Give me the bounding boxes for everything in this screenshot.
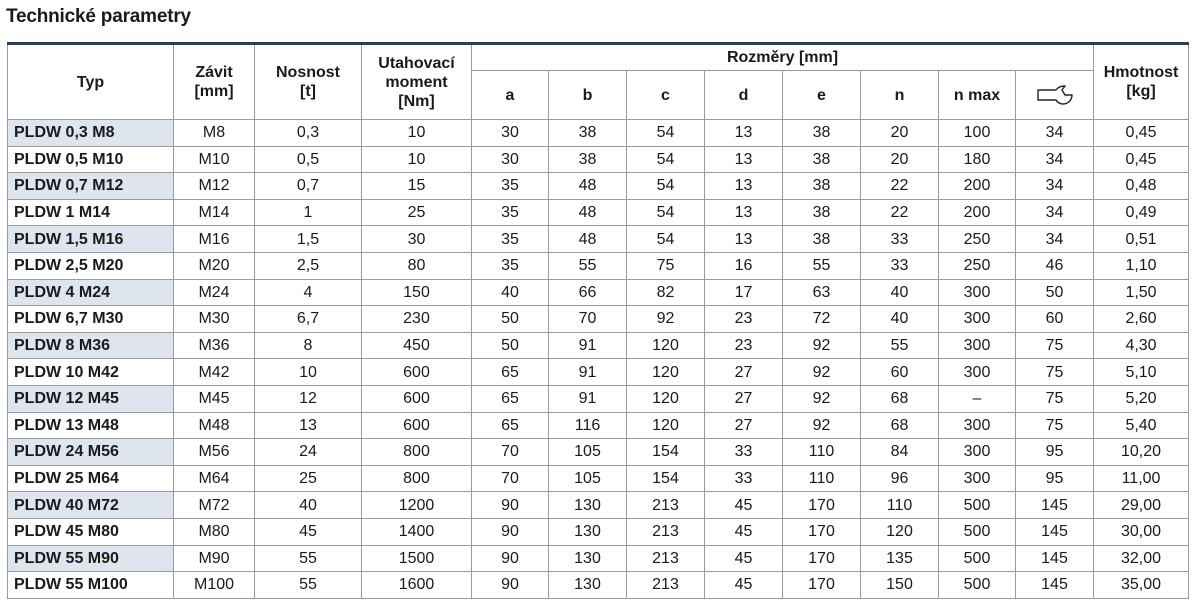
- cell-typ: PLDW 0,5 M10: [8, 146, 174, 173]
- header-dim-b: b: [549, 71, 627, 120]
- table-row: [8, 518, 1189, 545]
- cell-a: 30: [472, 146, 549, 173]
- cell-d: 33: [705, 439, 783, 466]
- cell-c: 213: [627, 572, 705, 599]
- header-rozmery: Rozměry [mm]: [472, 44, 1094, 71]
- cell-a: 35: [472, 199, 549, 226]
- cell-a: 70: [472, 465, 549, 492]
- cell-n: 33: [861, 252, 939, 279]
- cell-n-max: 500: [939, 572, 1016, 599]
- cell-d: 13: [705, 146, 783, 173]
- cell-zavit: M30: [174, 306, 255, 333]
- cell-hmotnost: 0,48: [1094, 173, 1189, 200]
- cell-e: 63: [783, 279, 861, 306]
- cell-hmotnost: 4,30: [1094, 332, 1189, 359]
- cell-zavit: M20: [174, 252, 255, 279]
- cell-a: 70: [472, 439, 549, 466]
- cell-a: 30: [472, 120, 549, 147]
- technical-parameters-table: [7, 42, 1189, 599]
- cell-nosnost: 55: [255, 545, 362, 572]
- table-row: [8, 492, 1189, 519]
- cell-hmotnost: 10,20: [1094, 439, 1189, 466]
- cell-typ: PLDW 55 M100: [8, 572, 174, 599]
- cell-d: 23: [705, 306, 783, 333]
- cell-typ: PLDW 1,5 M16: [8, 226, 174, 253]
- cell-b: 130: [549, 492, 627, 519]
- cell-c: 154: [627, 439, 705, 466]
- cell-b: 38: [549, 146, 627, 173]
- cell-typ: PLDW 1 M14: [8, 199, 174, 226]
- cell-typ: PLDW 4 M24: [8, 279, 174, 306]
- cell-wrench-size: 145: [1016, 518, 1094, 545]
- cell-moment: 1500: [362, 545, 472, 572]
- cell-zavit: M42: [174, 359, 255, 386]
- cell-n-max: 300: [939, 439, 1016, 466]
- cell-zavit: M24: [174, 279, 255, 306]
- cell-moment: 600: [362, 412, 472, 439]
- cell-e: 110: [783, 465, 861, 492]
- cell-c: 54: [627, 226, 705, 253]
- cell-a: 50: [472, 306, 549, 333]
- cell-n-max: 200: [939, 199, 1016, 226]
- cell-n: 110: [861, 492, 939, 519]
- cell-zavit: M48: [174, 412, 255, 439]
- cell-n: 60: [861, 359, 939, 386]
- cell-n: 68: [861, 412, 939, 439]
- cell-typ: PLDW 2,5 M20: [8, 252, 174, 279]
- cell-c: 213: [627, 545, 705, 572]
- cell-moment: 1400: [362, 518, 472, 545]
- cell-n: 20: [861, 120, 939, 147]
- table-row: [8, 173, 1189, 200]
- cell-moment: 1600: [362, 572, 472, 599]
- cell-hmotnost: 0,51: [1094, 226, 1189, 253]
- cell-nosnost: 1: [255, 199, 362, 226]
- cell-b: 130: [549, 572, 627, 599]
- cell-n: 55: [861, 332, 939, 359]
- table-header: [8, 44, 1189, 120]
- cell-d: 13: [705, 173, 783, 200]
- cell-n-max: 200: [939, 173, 1016, 200]
- cell-b: 91: [549, 332, 627, 359]
- cell-e: 92: [783, 412, 861, 439]
- cell-n-max: 300: [939, 465, 1016, 492]
- cell-e: 170: [783, 518, 861, 545]
- cell-zavit: M64: [174, 465, 255, 492]
- cell-hmotnost: 11,00: [1094, 465, 1189, 492]
- cell-c: 120: [627, 412, 705, 439]
- cell-d: 33: [705, 465, 783, 492]
- cell-a: 65: [472, 359, 549, 386]
- cell-wrench-size: 75: [1016, 385, 1094, 412]
- cell-nosnost: 24: [255, 439, 362, 466]
- cell-b: 48: [549, 226, 627, 253]
- cell-typ: PLDW 25 M64: [8, 465, 174, 492]
- cell-e: 170: [783, 492, 861, 519]
- page-title: Technické parametry: [6, 6, 191, 27]
- cell-nosnost: 10: [255, 359, 362, 386]
- table-row: [8, 572, 1189, 599]
- cell-b: 38: [549, 120, 627, 147]
- cell-c: 92: [627, 306, 705, 333]
- cell-typ: PLDW 55 M90: [8, 545, 174, 572]
- cell-c: 82: [627, 279, 705, 306]
- cell-zavit: M56: [174, 439, 255, 466]
- cell-nosnost: 25: [255, 465, 362, 492]
- cell-wrench-size: 50: [1016, 279, 1094, 306]
- cell-b: 70: [549, 306, 627, 333]
- cell-c: 154: [627, 465, 705, 492]
- cell-a: 90: [472, 572, 549, 599]
- cell-n: 40: [861, 279, 939, 306]
- cell-moment: 600: [362, 359, 472, 386]
- cell-zavit: M8: [174, 120, 255, 147]
- table-row: [8, 332, 1189, 359]
- cell-e: 38: [783, 120, 861, 147]
- cell-e: 92: [783, 332, 861, 359]
- cell-e: 72: [783, 306, 861, 333]
- cell-c: 213: [627, 518, 705, 545]
- cell-d: 16: [705, 252, 783, 279]
- cell-hmotnost: 1,50: [1094, 279, 1189, 306]
- cell-n-max: –: [939, 385, 1016, 412]
- cell-moment: 25: [362, 199, 472, 226]
- cell-a: 35: [472, 173, 549, 200]
- table-row: [8, 199, 1189, 226]
- cell-c: 120: [627, 332, 705, 359]
- cell-c: 120: [627, 359, 705, 386]
- cell-typ: PLDW 40 M72: [8, 492, 174, 519]
- cell-n-max: 250: [939, 252, 1016, 279]
- cell-b: 55: [549, 252, 627, 279]
- cell-hmotnost: 35,00: [1094, 572, 1189, 599]
- header-typ: Typ: [8, 44, 174, 120]
- cell-wrench-size: 60: [1016, 306, 1094, 333]
- table-row: [8, 120, 1189, 147]
- cell-e: 170: [783, 545, 861, 572]
- cell-typ: PLDW 10 M42: [8, 359, 174, 386]
- cell-hmotnost: 5,20: [1094, 385, 1189, 412]
- cell-typ: PLDW 13 M48: [8, 412, 174, 439]
- cell-nosnost: 45: [255, 518, 362, 545]
- table-row: [8, 279, 1189, 306]
- cell-n-max: 300: [939, 279, 1016, 306]
- cell-moment: 80: [362, 252, 472, 279]
- cell-zavit: M12: [174, 173, 255, 200]
- table-row: [8, 385, 1189, 412]
- cell-n-max: 180: [939, 146, 1016, 173]
- cell-moment: 30: [362, 226, 472, 253]
- table-row: [8, 545, 1189, 572]
- cell-n: 20: [861, 146, 939, 173]
- cell-e: 92: [783, 385, 861, 412]
- cell-hmotnost: 0,45: [1094, 146, 1189, 173]
- cell-wrench-size: 34: [1016, 173, 1094, 200]
- cell-moment: 10: [362, 120, 472, 147]
- header-hmotnost: Hmotnost [kg]: [1094, 44, 1189, 120]
- cell-a: 40: [472, 279, 549, 306]
- cell-n-max: 300: [939, 359, 1016, 386]
- cell-d: 27: [705, 385, 783, 412]
- table-row: [8, 465, 1189, 492]
- header-moment: Utahovací moment [Nm]: [362, 44, 472, 120]
- cell-n: 135: [861, 545, 939, 572]
- cell-d: 23: [705, 332, 783, 359]
- cell-nosnost: 4: [255, 279, 362, 306]
- table-row: [8, 252, 1189, 279]
- cell-d: 17: [705, 279, 783, 306]
- cell-wrench-size: 75: [1016, 359, 1094, 386]
- cell-n: 68: [861, 385, 939, 412]
- cell-a: 50: [472, 332, 549, 359]
- cell-e: 38: [783, 146, 861, 173]
- cell-nosnost: 13: [255, 412, 362, 439]
- cell-n-max: 300: [939, 332, 1016, 359]
- cell-n-max: 300: [939, 306, 1016, 333]
- cell-hmotnost: 32,00: [1094, 545, 1189, 572]
- cell-d: 13: [705, 199, 783, 226]
- cell-nosnost: 0,5: [255, 146, 362, 173]
- cell-wrench-size: 46: [1016, 252, 1094, 279]
- cell-hmotnost: 0,45: [1094, 120, 1189, 147]
- header-dim-d: d: [705, 71, 783, 120]
- cell-e: 110: [783, 439, 861, 466]
- cell-n: 150: [861, 572, 939, 599]
- cell-typ: PLDW 0,7 M12: [8, 173, 174, 200]
- cell-hmotnost: 5,40: [1094, 412, 1189, 439]
- table-row: [8, 359, 1189, 386]
- cell-typ: PLDW 6,7 M30: [8, 306, 174, 333]
- cell-d: 45: [705, 492, 783, 519]
- cell-moment: 10: [362, 146, 472, 173]
- cell-zavit: M90: [174, 545, 255, 572]
- cell-zavit: M45: [174, 385, 255, 412]
- cell-n-max: 500: [939, 545, 1016, 572]
- cell-zavit: M10: [174, 146, 255, 173]
- cell-n: 22: [861, 173, 939, 200]
- cell-hmotnost: 0,49: [1094, 199, 1189, 226]
- cell-c: 54: [627, 199, 705, 226]
- cell-hmotnost: 1,10: [1094, 252, 1189, 279]
- cell-n: 33: [861, 226, 939, 253]
- cell-b: 116: [549, 412, 627, 439]
- cell-wrench-size: 34: [1016, 199, 1094, 226]
- cell-c: 54: [627, 173, 705, 200]
- cell-c: 120: [627, 385, 705, 412]
- cell-moment: 600: [362, 385, 472, 412]
- cell-a: 90: [472, 545, 549, 572]
- cell-nosnost: 1,5: [255, 226, 362, 253]
- cell-n: 84: [861, 439, 939, 466]
- cell-zavit: M14: [174, 199, 255, 226]
- cell-zavit: M72: [174, 492, 255, 519]
- cell-typ: PLDW 45 M80: [8, 518, 174, 545]
- table-row: [8, 412, 1189, 439]
- cell-nosnost: 12: [255, 385, 362, 412]
- cell-n-max: 300: [939, 412, 1016, 439]
- cell-wrench-size: 95: [1016, 465, 1094, 492]
- cell-a: 65: [472, 412, 549, 439]
- cell-hmotnost: 2,60: [1094, 306, 1189, 333]
- cell-b: 130: [549, 545, 627, 572]
- cell-b: 105: [549, 439, 627, 466]
- cell-moment: 230: [362, 306, 472, 333]
- cell-b: 66: [549, 279, 627, 306]
- cell-nosnost: 0,7: [255, 173, 362, 200]
- cell-e: 92: [783, 359, 861, 386]
- table-row: [8, 439, 1189, 466]
- cell-nosnost: 8: [255, 332, 362, 359]
- cell-e: 38: [783, 173, 861, 200]
- cell-a: 35: [472, 252, 549, 279]
- cell-moment: 15: [362, 173, 472, 200]
- cell-a: 35: [472, 226, 549, 253]
- cell-e: 170: [783, 572, 861, 599]
- cell-typ: PLDW 8 M36: [8, 332, 174, 359]
- cell-n-max: 250: [939, 226, 1016, 253]
- table-body: [8, 120, 1189, 599]
- cell-typ: PLDW 0,3 M8: [8, 120, 174, 147]
- cell-hmotnost: 29,00: [1094, 492, 1189, 519]
- cell-n: 22: [861, 199, 939, 226]
- table-row: [8, 146, 1189, 173]
- cell-b: 48: [549, 173, 627, 200]
- cell-zavit: M36: [174, 332, 255, 359]
- cell-n-max: 500: [939, 518, 1016, 545]
- cell-n: 96: [861, 465, 939, 492]
- table-row: [8, 226, 1189, 253]
- cell-nosnost: 6,7: [255, 306, 362, 333]
- cell-c: 75: [627, 252, 705, 279]
- wrench-icon: [1036, 85, 1074, 105]
- cell-e: 38: [783, 226, 861, 253]
- cell-d: 27: [705, 412, 783, 439]
- header-dim-c: c: [627, 71, 705, 120]
- cell-d: 45: [705, 545, 783, 572]
- cell-b: 130: [549, 518, 627, 545]
- header-dim-e: e: [783, 71, 861, 120]
- cell-n-max: 100: [939, 120, 1016, 147]
- cell-b: 105: [549, 465, 627, 492]
- cell-wrench-size: 34: [1016, 226, 1094, 253]
- cell-wrench-size: 145: [1016, 545, 1094, 572]
- cell-b: 48: [549, 199, 627, 226]
- cell-moment: 800: [362, 465, 472, 492]
- cell-d: 45: [705, 572, 783, 599]
- cell-nosnost: 2,5: [255, 252, 362, 279]
- cell-hmotnost: 30,00: [1094, 518, 1189, 545]
- header-nosnost: Nosnost [t]: [255, 44, 362, 120]
- cell-zavit: M100: [174, 572, 255, 599]
- cell-nosnost: 55: [255, 572, 362, 599]
- cell-hmotnost: 5,10: [1094, 359, 1189, 386]
- cell-nosnost: 40: [255, 492, 362, 519]
- cell-typ: PLDW 12 M45: [8, 385, 174, 412]
- cell-d: 13: [705, 120, 783, 147]
- cell-d: 45: [705, 518, 783, 545]
- cell-zavit: M80: [174, 518, 255, 545]
- cell-c: 54: [627, 146, 705, 173]
- cell-wrench-size: 34: [1016, 146, 1094, 173]
- header-dim-n: n: [861, 71, 939, 120]
- header-dim-n-max: n max: [939, 71, 1016, 120]
- cell-wrench-size: 75: [1016, 332, 1094, 359]
- cell-d: 13: [705, 226, 783, 253]
- cell-n: 40: [861, 306, 939, 333]
- cell-wrench-size: 75: [1016, 412, 1094, 439]
- header-wrench: [1016, 71, 1094, 120]
- cell-moment: 1200: [362, 492, 472, 519]
- cell-b: 91: [549, 385, 627, 412]
- cell-moment: 150: [362, 279, 472, 306]
- cell-n-max: 500: [939, 492, 1016, 519]
- cell-moment: 450: [362, 332, 472, 359]
- cell-a: 65: [472, 385, 549, 412]
- cell-wrench-size: 34: [1016, 120, 1094, 147]
- cell-e: 55: [783, 252, 861, 279]
- cell-wrench-size: 145: [1016, 492, 1094, 519]
- table-row: [8, 306, 1189, 333]
- cell-c: 213: [627, 492, 705, 519]
- cell-a: 90: [472, 492, 549, 519]
- cell-n: 120: [861, 518, 939, 545]
- cell-moment: 800: [362, 439, 472, 466]
- cell-typ: PLDW 24 M56: [8, 439, 174, 466]
- header-zavit: Závit [mm]: [174, 44, 255, 120]
- cell-c: 54: [627, 120, 705, 147]
- cell-wrench-size: 95: [1016, 439, 1094, 466]
- cell-nosnost: 0,3: [255, 120, 362, 147]
- cell-a: 90: [472, 518, 549, 545]
- cell-e: 38: [783, 199, 861, 226]
- cell-d: 27: [705, 359, 783, 386]
- cell-zavit: M16: [174, 226, 255, 253]
- cell-wrench-size: 145: [1016, 572, 1094, 599]
- cell-b: 91: [549, 359, 627, 386]
- header-dim-a: a: [472, 71, 549, 120]
